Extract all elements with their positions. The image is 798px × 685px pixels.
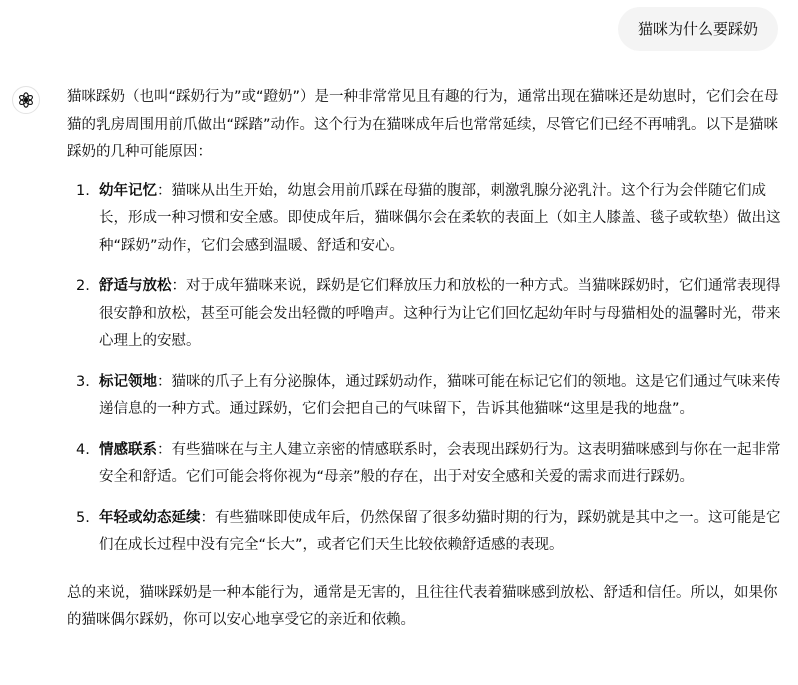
assistant-message-content	[67, 86, 782, 635]
list-item-separator: ：	[157, 441, 172, 458]
list-item-term: 舒适与放松	[99, 278, 172, 294]
list-item-number: 3.	[76, 373, 90, 390]
conclusion-paragraph: 总的来说，猫咪踩奶是一种本能行为，通常是无害的，且往往代表着猫咪感到放松、舒适和信任。所以，如果你的猫咪偶尔踩奶，你可以安心地享受它的亲近和依赖。	[67, 584, 778, 628]
list-item-text: 对于成年猫咪来说，踩奶是它们释放压力和放松的一种方式。当猫咪踩奶时，它们通常表现得很安静和放松，甚至可能会发出轻微的呼噜声。这种行为让它们回忆起幼年时与母猫相处的温馨时光，带来心理上的安慰。	[99, 278, 781, 349]
list-item	[67, 437, 782, 492]
list-item-text: 有些猫咪在与主人建立亲密的情感联系时，会表现出踩奶行为。这表明猫咪感到与你在一起非常安全和舒适。它们可能会将你视为“母亲”般的存在，出于对安全感和关爱的需求而进行踩奶。	[99, 441, 781, 485]
list-item-number: 2.	[76, 278, 90, 294]
list-item-separator: ：	[157, 373, 172, 390]
list-item-text: 猫咪从出生开始，幼崽会用前爪踩在母猫的腹部，刺激乳腺分泌乳汁。这个行为会伴随它们成长，形成一种习惯和安全感。即使成年后，猫咪偶尔会在柔软的表面上（如主人膝盖、毯子或软垫）做出这种“踩奶”动作，它们会感到温暖、舒适和安心。	[99, 182, 781, 254]
list-item-separator: ：	[171, 278, 186, 294]
list-item	[67, 505, 782, 560]
list-item-number: 5.	[76, 509, 90, 526]
list-item-text: 猫咪的爪子上有分泌腺体，通过踩奶动作，猫咪可能在标记它们的领地。这是它们通过气味来传递信息的一种方式。通过踩奶，它们会把自己的气味留下，告诉其他猫咪“这里是我的地盘”。	[99, 373, 781, 417]
user-message-row	[618, 7, 778, 51]
list-item-separator: ：	[157, 182, 172, 199]
list-item-number: 4.	[76, 441, 90, 458]
list-item-term: 幼年记忆	[99, 182, 157, 199]
list-item-term: 情感联系	[99, 441, 157, 458]
list-item	[67, 369, 782, 424]
list-item	[67, 273, 782, 356]
user-message-bubble: 猫咪为什么要踩奶	[618, 7, 778, 51]
intro-paragraph: 猫咪踩奶（也叫“踩奶行为”或“蹬奶”）是一种非常常见且有趣的行为，通常出现在猫咪还是幼崽时，它们会在母猫的乳房周围用前爪做出“踩踏”动作。这个行为在猫咪成年后也常常延续，尽管它们已经不再哺乳。以下是猫咪踩奶的几种可能原因：	[67, 89, 779, 160]
list-item-term: 标记领地	[99, 373, 157, 390]
openai-logo-icon	[12, 86, 40, 114]
reasons-list	[67, 178, 782, 560]
list-item-separator: ：	[200, 509, 215, 526]
list-item-text: 有些猫咪即使成年后，仍然保留了很多幼猫时期的行为，踩奶就是其中之一。这可能是它们在成长过程中没有完全“长大”，或者它们天生比较依赖舒适感的表现。	[99, 509, 781, 553]
list-item	[67, 178, 782, 261]
list-item-term: 年轻或幼态延续	[99, 509, 201, 526]
list-item-number: 1.	[76, 182, 90, 199]
